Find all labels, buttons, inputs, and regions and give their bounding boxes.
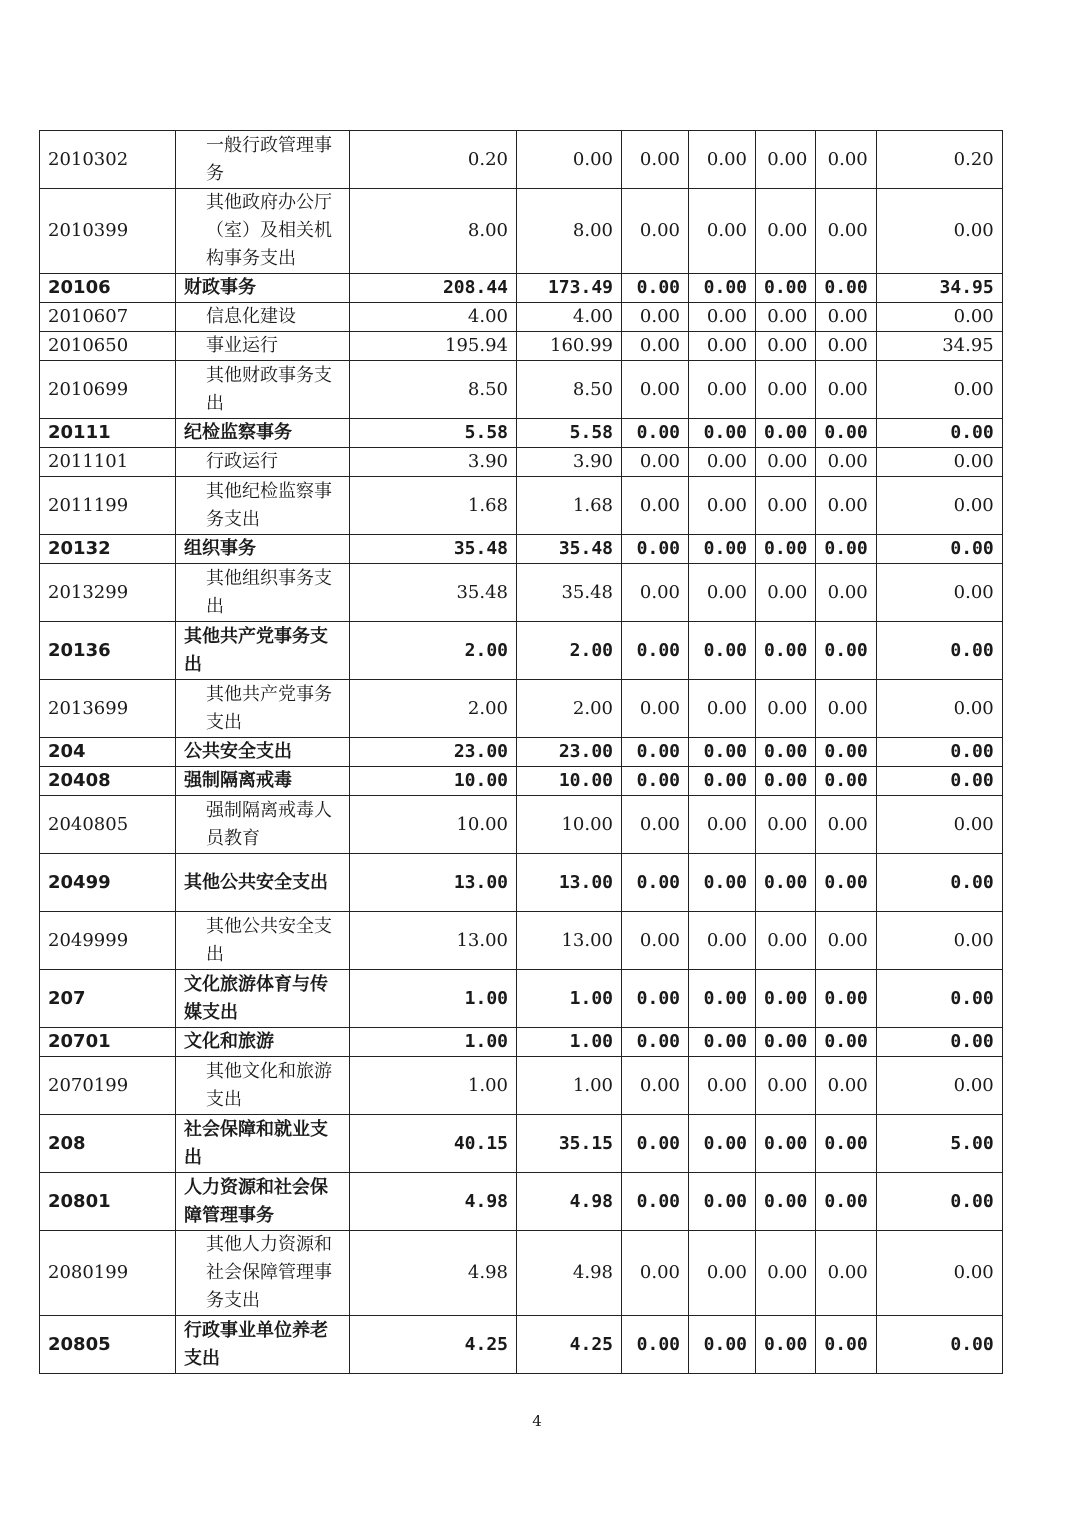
row-value-c3: 0.00 — [689, 332, 756, 361]
row-value-c5: 0.00 — [816, 854, 876, 912]
row-code: 20132 — [40, 535, 176, 564]
row-value-c5: 0.00 — [816, 564, 876, 622]
row-code: 20499 — [40, 854, 176, 912]
row-value-c5: 0.00 — [816, 303, 876, 332]
row-value-c2: 0.00 — [622, 274, 689, 303]
row-name: 行政运行 — [176, 448, 350, 477]
row-value-total: 4.25 — [350, 1316, 517, 1374]
row-name: 事业运行 — [176, 332, 350, 361]
row-value-c5: 0.00 — [816, 361, 876, 419]
row-value-c2: 0.00 — [622, 738, 689, 767]
row-code: 20136 — [40, 622, 176, 680]
row-value-c4: 0.00 — [756, 332, 816, 361]
row-name: 社会保障和就业支出 — [176, 1115, 350, 1173]
row-value-c5: 0.00 — [816, 1173, 876, 1231]
row-value-c3: 0.00 — [689, 303, 756, 332]
row-value-c2: 0.00 — [622, 1231, 689, 1316]
row-value-c1: 23.00 — [517, 738, 622, 767]
row-value-c5: 0.00 — [816, 1231, 876, 1316]
table-row — [40, 912, 1003, 970]
table-body — [40, 131, 1003, 1374]
row-name: 其他共产党事务支出 — [176, 680, 350, 738]
table-row — [40, 189, 1003, 274]
row-code: 2010699 — [40, 361, 176, 419]
table-row — [40, 1173, 1003, 1231]
row-value-c1: 2.00 — [517, 680, 622, 738]
row-value-c5: 0.00 — [816, 1115, 876, 1173]
row-code: 2080199 — [40, 1231, 176, 1316]
row-name: 强制隔离戒毒人员教育 — [176, 796, 350, 854]
row-value-c3: 0.00 — [689, 1057, 756, 1115]
table-row — [40, 448, 1003, 477]
row-value-c6: 0.00 — [876, 419, 1002, 448]
row-code: 20111 — [40, 419, 176, 448]
row-value-c2: 0.00 — [622, 622, 689, 680]
row-value-c5: 0.00 — [816, 738, 876, 767]
row-value-c3: 0.00 — [689, 535, 756, 564]
row-value-c3: 0.00 — [689, 912, 756, 970]
row-value-total: 8.50 — [350, 361, 517, 419]
row-name: 其他公共安全支出 — [176, 854, 350, 912]
row-value-total: 4.98 — [350, 1173, 517, 1231]
row-code: 2040805 — [40, 796, 176, 854]
row-value-c2: 0.00 — [622, 477, 689, 535]
row-value-c1: 10.00 — [517, 796, 622, 854]
table-row — [40, 1028, 1003, 1057]
row-value-c4: 0.00 — [756, 854, 816, 912]
row-name: 其他公共安全支出 — [176, 912, 350, 970]
row-value-c1: 4.00 — [517, 303, 622, 332]
row-code: 20106 — [40, 274, 176, 303]
row-value-c6: 0.00 — [876, 189, 1002, 274]
row-value-c2: 0.00 — [622, 1115, 689, 1173]
row-value-c6: 0.00 — [876, 1316, 1002, 1374]
row-value-c6: 0.00 — [876, 854, 1002, 912]
table-row — [40, 535, 1003, 564]
row-value-c2: 0.00 — [622, 970, 689, 1028]
row-value-c2: 0.00 — [622, 131, 689, 189]
row-value-c3: 0.00 — [689, 970, 756, 1028]
row-value-c6: 34.95 — [876, 332, 1002, 361]
table-row — [40, 767, 1003, 796]
row-value-c5: 0.00 — [816, 622, 876, 680]
row-value-total: 1.00 — [350, 970, 517, 1028]
row-value-c6: 0.00 — [876, 1028, 1002, 1057]
row-value-c5: 0.00 — [816, 1057, 876, 1115]
row-name: 一般行政管理事务 — [176, 131, 350, 189]
row-value-c4: 0.00 — [756, 912, 816, 970]
row-value-c2: 0.00 — [622, 419, 689, 448]
row-value-total: 2.00 — [350, 680, 517, 738]
row-value-total: 208.44 — [350, 274, 517, 303]
row-value-c6: 0.00 — [876, 912, 1002, 970]
row-value-c6: 0.00 — [876, 361, 1002, 419]
row-name: 人力资源和社会保障管理事务 — [176, 1173, 350, 1231]
row-value-c4: 0.00 — [756, 419, 816, 448]
table-row — [40, 854, 1003, 912]
row-value-c3: 0.00 — [689, 189, 756, 274]
row-value-c4: 0.00 — [756, 535, 816, 564]
table-row — [40, 1115, 1003, 1173]
row-value-c1: 35.48 — [517, 535, 622, 564]
row-value-c4: 0.00 — [756, 622, 816, 680]
row-value-c6: 0.00 — [876, 1231, 1002, 1316]
row-value-c4: 0.00 — [756, 1316, 816, 1374]
row-name: 信息化建设 — [176, 303, 350, 332]
row-value-c3: 0.00 — [689, 767, 756, 796]
table-row — [40, 477, 1003, 535]
table-row — [40, 796, 1003, 854]
row-name: 强制隔离戒毒 — [176, 767, 350, 796]
row-value-c1: 5.58 — [517, 419, 622, 448]
row-name: 文化和旅游 — [176, 1028, 350, 1057]
row-name: 其他文化和旅游支出 — [176, 1057, 350, 1115]
row-value-c5: 0.00 — [816, 477, 876, 535]
row-value-c5: 0.00 — [816, 970, 876, 1028]
row-value-total: 40.15 — [350, 1115, 517, 1173]
row-value-c2: 0.00 — [622, 854, 689, 912]
budget-table — [39, 130, 1003, 1374]
row-code: 2011199 — [40, 477, 176, 535]
row-value-c6: 0.00 — [876, 970, 1002, 1028]
row-value-c2: 0.00 — [622, 1057, 689, 1115]
row-value-total: 1.00 — [350, 1028, 517, 1057]
row-code: 2049999 — [40, 912, 176, 970]
row-value-c2: 0.00 — [622, 303, 689, 332]
row-value-c4: 0.00 — [756, 1028, 816, 1057]
row-value-c2: 0.00 — [622, 1173, 689, 1231]
row-value-total: 35.48 — [350, 564, 517, 622]
row-value-c1: 1.00 — [517, 1057, 622, 1115]
row-value-c4: 0.00 — [756, 1231, 816, 1316]
row-value-c5: 0.00 — [816, 1028, 876, 1057]
row-name: 其他组织事务支出 — [176, 564, 350, 622]
row-value-c4: 0.00 — [756, 131, 816, 189]
table-row — [40, 303, 1003, 332]
row-value-total: 4.00 — [350, 303, 517, 332]
row-value-c1: 8.50 — [517, 361, 622, 419]
row-value-c3: 0.00 — [689, 796, 756, 854]
row-value-total: 3.90 — [350, 448, 517, 477]
table-row — [40, 738, 1003, 767]
row-name: 纪检监察事务 — [176, 419, 350, 448]
row-value-c6: 0.00 — [876, 738, 1002, 767]
row-value-c6: 0.00 — [876, 1057, 1002, 1115]
row-value-c3: 0.00 — [689, 564, 756, 622]
row-name: 文化旅游体育与传媒支出 — [176, 970, 350, 1028]
row-value-c4: 0.00 — [756, 361, 816, 419]
row-value-c6: 0.00 — [876, 564, 1002, 622]
table-row — [40, 970, 1003, 1028]
row-value-c1: 4.98 — [517, 1173, 622, 1231]
row-value-total: 8.00 — [350, 189, 517, 274]
row-value-c3: 0.00 — [689, 854, 756, 912]
row-value-c4: 0.00 — [756, 477, 816, 535]
row-value-c4: 0.00 — [756, 1115, 816, 1173]
row-value-total: 1.00 — [350, 1057, 517, 1115]
row-value-c5: 0.00 — [816, 767, 876, 796]
row-name: 其他共产党事务支出 — [176, 622, 350, 680]
row-value-c6: 5.00 — [876, 1115, 1002, 1173]
row-value-total: 195.94 — [350, 332, 517, 361]
row-value-c4: 0.00 — [756, 1173, 816, 1231]
row-value-c4: 0.00 — [756, 448, 816, 477]
row-value-c5: 0.00 — [816, 332, 876, 361]
row-value-c2: 0.00 — [622, 564, 689, 622]
row-code: 20801 — [40, 1173, 176, 1231]
row-name: 组织事务 — [176, 535, 350, 564]
row-code: 20701 — [40, 1028, 176, 1057]
table-row — [40, 361, 1003, 419]
row-value-c3: 0.00 — [689, 622, 756, 680]
table-row — [40, 1231, 1003, 1316]
row-value-c5: 0.00 — [816, 680, 876, 738]
row-code: 207 — [40, 970, 176, 1028]
row-value-c1: 13.00 — [517, 854, 622, 912]
row-value-c2: 0.00 — [622, 448, 689, 477]
row-value-c4: 0.00 — [756, 796, 816, 854]
row-value-c6: 0.00 — [876, 535, 1002, 564]
row-value-c5: 0.00 — [816, 189, 876, 274]
row-value-c1: 2.00 — [517, 622, 622, 680]
row-value-c1: 10.00 — [517, 767, 622, 796]
row-value-total: 13.00 — [350, 912, 517, 970]
row-value-c2: 0.00 — [622, 767, 689, 796]
row-value-c1: 160.99 — [517, 332, 622, 361]
row-value-c5: 0.00 — [816, 535, 876, 564]
row-value-c3: 0.00 — [689, 274, 756, 303]
row-name: 其他纪检监察事务支出 — [176, 477, 350, 535]
row-value-c3: 0.00 — [689, 1028, 756, 1057]
row-code: 2070199 — [40, 1057, 176, 1115]
row-value-total: 10.00 — [350, 767, 517, 796]
row-value-c4: 0.00 — [756, 970, 816, 1028]
row-value-c3: 0.00 — [689, 477, 756, 535]
row-value-c6: 0.00 — [876, 767, 1002, 796]
row-code: 2011101 — [40, 448, 176, 477]
row-name: 公共安全支出 — [176, 738, 350, 767]
row-value-c5: 0.00 — [816, 274, 876, 303]
table-row — [40, 332, 1003, 361]
row-value-c4: 0.00 — [756, 564, 816, 622]
row-value-c2: 0.00 — [622, 912, 689, 970]
row-value-c5: 0.00 — [816, 1316, 876, 1374]
row-value-c6: 34.95 — [876, 274, 1002, 303]
row-value-c3: 0.00 — [689, 1316, 756, 1374]
table-row — [40, 1316, 1003, 1374]
row-value-c3: 0.00 — [689, 419, 756, 448]
row-value-c2: 0.00 — [622, 535, 689, 564]
row-value-c1: 4.98 — [517, 1231, 622, 1316]
row-value-c1: 173.49 — [517, 274, 622, 303]
page-number: 4 — [532, 1412, 542, 1430]
row-code: 2010302 — [40, 131, 176, 189]
row-value-total: 10.00 — [350, 796, 517, 854]
row-code: 208 — [40, 1115, 176, 1173]
table-row — [40, 680, 1003, 738]
table-row — [40, 564, 1003, 622]
row-code: 20805 — [40, 1316, 176, 1374]
row-value-total: 23.00 — [350, 738, 517, 767]
table-row — [40, 1057, 1003, 1115]
row-value-c3: 0.00 — [689, 1115, 756, 1173]
row-value-c2: 0.00 — [622, 189, 689, 274]
row-value-c6: 0.20 — [876, 131, 1002, 189]
row-value-c3: 0.00 — [689, 680, 756, 738]
row-value-total: 35.48 — [350, 535, 517, 564]
row-value-c6: 0.00 — [876, 1173, 1002, 1231]
row-value-c2: 0.00 — [622, 1028, 689, 1057]
row-value-c3: 0.00 — [689, 738, 756, 767]
row-value-c6: 0.00 — [876, 303, 1002, 332]
table-row — [40, 131, 1003, 189]
row-value-c2: 0.00 — [622, 361, 689, 419]
row-value-c4: 0.00 — [756, 738, 816, 767]
row-value-c5: 0.00 — [816, 448, 876, 477]
row-value-c6: 0.00 — [876, 477, 1002, 535]
table-row — [40, 419, 1003, 448]
row-value-total: 13.00 — [350, 854, 517, 912]
row-value-c1: 1.68 — [517, 477, 622, 535]
row-name: 财政事务 — [176, 274, 350, 303]
table-row — [40, 274, 1003, 303]
row-code: 20408 — [40, 767, 176, 796]
row-value-c3: 0.00 — [689, 361, 756, 419]
row-value-c1: 0.00 — [517, 131, 622, 189]
row-value-c3: 0.00 — [689, 131, 756, 189]
row-code: 2013699 — [40, 680, 176, 738]
row-value-c4: 0.00 — [756, 189, 816, 274]
row-value-c1: 1.00 — [517, 1028, 622, 1057]
row-value-c3: 0.00 — [689, 1173, 756, 1231]
row-value-total: 2.00 — [350, 622, 517, 680]
row-code: 2010607 — [40, 303, 176, 332]
row-value-total: 0.20 — [350, 131, 517, 189]
row-value-c2: 0.00 — [622, 680, 689, 738]
row-value-c1: 35.48 — [517, 564, 622, 622]
row-value-c1: 13.00 — [517, 912, 622, 970]
row-value-total: 4.98 — [350, 1231, 517, 1316]
row-value-c6: 0.00 — [876, 680, 1002, 738]
row-value-c4: 0.00 — [756, 767, 816, 796]
row-value-total: 5.58 — [350, 419, 517, 448]
row-name: 行政事业单位养老支出 — [176, 1316, 350, 1374]
row-value-c3: 0.00 — [689, 1231, 756, 1316]
row-value-c5: 0.00 — [816, 796, 876, 854]
row-value-c1: 1.00 — [517, 970, 622, 1028]
row-name: 其他政府办公厅（室）及相关机构事务支出 — [176, 189, 350, 274]
row-value-c1: 8.00 — [517, 189, 622, 274]
row-value-total: 1.68 — [350, 477, 517, 535]
row-value-c5: 0.00 — [816, 912, 876, 970]
row-value-c1: 35.15 — [517, 1115, 622, 1173]
table-row — [40, 622, 1003, 680]
row-code: 204 — [40, 738, 176, 767]
row-value-c5: 0.00 — [816, 131, 876, 189]
row-code: 2013299 — [40, 564, 176, 622]
row-value-c3: 0.00 — [689, 448, 756, 477]
row-value-c6: 0.00 — [876, 622, 1002, 680]
row-value-c2: 0.00 — [622, 796, 689, 854]
row-value-c5: 0.00 — [816, 419, 876, 448]
row-value-c1: 3.90 — [517, 448, 622, 477]
row-code: 2010650 — [40, 332, 176, 361]
row-value-c4: 0.00 — [756, 274, 816, 303]
row-value-c2: 0.00 — [622, 1316, 689, 1374]
row-code: 2010399 — [40, 189, 176, 274]
row-value-c2: 0.00 — [622, 332, 689, 361]
row-value-c4: 0.00 — [756, 680, 816, 738]
row-name: 其他人力资源和社会保障管理事务支出 — [176, 1231, 350, 1316]
row-value-c1: 4.25 — [517, 1316, 622, 1374]
row-name: 其他财政事务支出 — [176, 361, 350, 419]
row-value-c6: 0.00 — [876, 448, 1002, 477]
row-value-c6: 0.00 — [876, 796, 1002, 854]
row-value-c4: 0.00 — [756, 1057, 816, 1115]
row-value-c4: 0.00 — [756, 303, 816, 332]
